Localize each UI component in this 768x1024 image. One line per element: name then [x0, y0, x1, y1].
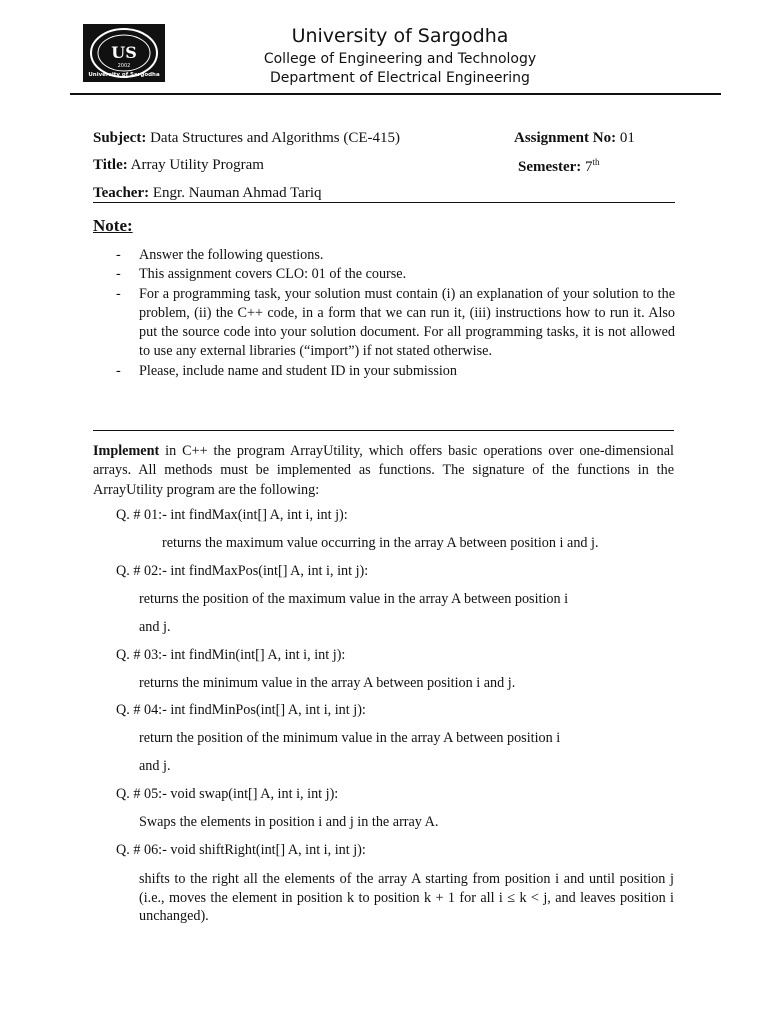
question-title: Q. # 02:- int findMaxPos(int[] A, int i, int j):	[116, 563, 369, 579]
question-desc: returns the position of the maximum value in the array A between position i	[139, 591, 569, 607]
university-name: University of Sargodha	[291, 25, 509, 47]
header-divider	[70, 93, 721, 95]
university-logo	[83, 24, 165, 82]
note-dash: -	[116, 362, 121, 379]
semester-line	[518, 157, 600, 176]
question-title: Q. # 05:- void swap(int[] A, int i, int j):	[116, 786, 339, 802]
note-text: Please, include name and student ID in your submission	[139, 362, 457, 379]
question-title: Q. # 03:- int findMin(int[] A, int i, int j):	[116, 647, 346, 663]
logo-initials: US	[111, 43, 137, 62]
title-label: Title:	[93, 157, 128, 173]
note-item	[93, 285, 675, 362]
note-text: For a programming task, your solution must contain (i) an explanation of your solution to the problem, (ii) the C++ code, in a form that we can run it, (iii) instructions how to run it. Also put the source code into your solution document. For all programming tasks, it is not allowed to use any external libraries (“import”) if not stated otherwise.	[139, 285, 675, 360]
question-desc: returns the maximum value occurring in the array A between position i and j.	[162, 535, 599, 551]
question-title: Q. # 01:- int findMax(int[] A, int i, int j):	[116, 507, 348, 523]
department-name: Department of Electrical Engineering	[270, 70, 530, 86]
assignment-value: 01	[619, 130, 635, 146]
teacher-label: Teacher:	[93, 185, 150, 201]
college-name: College of Engineering and Technology	[263, 51, 537, 67]
semester-value: 7	[585, 159, 593, 175]
subject-line	[93, 130, 400, 147]
question-title: Q. # 04:- int findMinPos(int[] A, int i, int j):	[116, 702, 366, 718]
info-divider	[93, 202, 675, 203]
note-dash: -	[116, 266, 121, 283]
semester-label: Semester:	[518, 159, 582, 175]
intro-bold: Implement	[93, 443, 160, 459]
note-item	[93, 362, 675, 381]
note-dash: -	[116, 247, 121, 263]
note-title: Note:	[93, 216, 133, 235]
question-desc: returns the minimum value in the array A between position i and j.	[139, 675, 516, 691]
note-item	[93, 265, 675, 284]
question-title: Q. # 06:- void shiftRight(int[] A, int i, int j):	[116, 842, 366, 858]
teacher-line	[93, 185, 322, 202]
note-item	[93, 246, 675, 265]
assignment-label: Assignment No:	[514, 130, 617, 146]
title-value: Array Utility Program	[130, 157, 264, 173]
section-divider	[93, 430, 674, 431]
intro-text: in C++ the program ArrayUtility, which offers basic operations over one-dimensional arrays. All methods must be implemented as functions. The signature of the functions in the ArrayUtility program are the following:	[93, 443, 674, 498]
title-line	[93, 157, 264, 174]
note-dash: -	[116, 285, 121, 302]
note-text: Answer the following questions.	[139, 247, 324, 263]
subject-value: Data Structures and Algorithms (CE-415)	[150, 130, 401, 146]
question-desc: return the position of the minimum value in the array A between position i	[139, 730, 561, 746]
note-list	[93, 246, 675, 381]
question-desc: shifts to the right all the elements of the array A starting from position i and until position j (i.e., moves the element in position k to position k + 1 for all i ≤ k < j, and leaves position i unchanged).	[139, 871, 674, 924]
question-desc: Swaps the elements in position i and j in the array A.	[139, 814, 439, 830]
logo-motto: University of Sargodha	[88, 72, 160, 78]
teacher-value: Engr. Nauman Ahmad Tariq	[152, 185, 322, 201]
intro-paragraph	[93, 442, 674, 500]
note-text: This assignment covers CLO: 01 of the course.	[139, 266, 407, 283]
question-desc: and j.	[139, 758, 171, 774]
question-desc: and j.	[139, 619, 171, 635]
assignment-line	[514, 130, 635, 147]
logo-year: 2002	[117, 63, 131, 69]
semester-suffix: th	[592, 157, 600, 167]
subject-label: Subject:	[93, 130, 147, 146]
university-seal-icon	[86, 26, 162, 80]
